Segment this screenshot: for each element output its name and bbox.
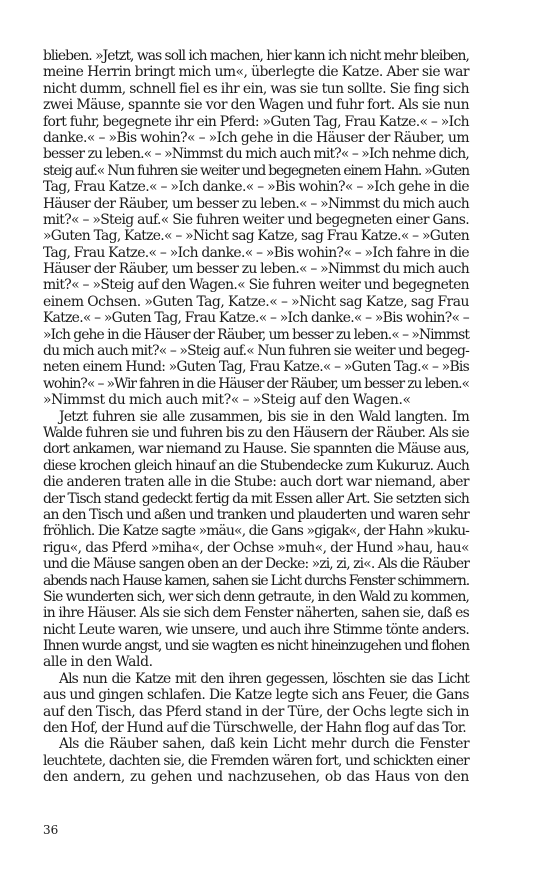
text-line: den andern, zu gehen und nachzusehen, ob das Haus von den xyxy=(43,769,469,786)
text-line: besser zu leben.« – »Nimmst du mich auch mit?« – »Ich nehme dich, xyxy=(43,146,469,163)
text-line: nicht dumm, schnell fiel es ihr ein, was sie tun sollte. Sie fing sich xyxy=(43,80,469,97)
text-line: Walde fuhren sie und fuhren bis zu den Häusern der Räuber. Als sie xyxy=(43,424,469,441)
text-line: leuchtete, dachten sie, die Fremden wären fort, und schickten einer xyxy=(43,752,469,769)
text-line: blieben. »Jetzt, was soll ich machen, hier kann ich nicht mehr bleiben, xyxy=(43,48,469,64)
text-line: fröhlich. Die Katze sagte »mäu«, die Gans »gigak«, der Hahn »kuku- xyxy=(43,523,469,540)
text-line: Als die Räuber sahen, daß kein Licht mehr durch die Fenster xyxy=(59,736,469,753)
text-line: »Nimmst du mich auch mit?« – »Steig auf den Wagen.« xyxy=(43,392,411,409)
text-line: mit?« – »Steig auf den Wagen.« Sie fuhren weiter und begegneten xyxy=(43,277,469,294)
text-line: nicht Leute waren, wie unsere, und auch ihre Stimme tönte anders. xyxy=(43,621,469,638)
text-line: die anderen traten alle in die Stube: auch dort war niemand, aber xyxy=(43,474,469,491)
page-number: 36 xyxy=(43,823,59,837)
text-line: und die Mäuse sangen oben an der Decke: »zi, zi, zi«. Als die Räuber xyxy=(43,556,469,573)
text-line: »Guten Tag, Katze.« – »Nicht sag Katze, sag Frau Katze.« – »Guten xyxy=(43,228,469,245)
text-line: der Tisch stand gedeckt fertig da mit Essen aller Art. Sie setzten sich xyxy=(43,490,469,507)
text-line: aus und gingen schlafen. Die Katze legte sich ans Feuer, die Gans xyxy=(43,687,469,704)
text-line: Häuser der Räuber, um besser zu leben.« – »Nimmst du mich auch xyxy=(43,195,469,212)
text-line: neten einem Hund: »Guten Tag, Frau Katze.« – »Guten Tag.« – »Bis xyxy=(43,359,469,376)
text-line: wohin?« – »Wir fahren in die Häuser der Räuber, um besser zu leben.« xyxy=(43,375,469,392)
text-line: fort fuhr, begegnete ihr ein Pferd: »Guten Tag, Frau Katze.« – »Ich xyxy=(43,113,469,130)
body-text xyxy=(43,48,469,786)
text-line: an den Tisch und aßen und tranken und plauderten und waren sehr xyxy=(43,506,469,523)
text-line: auf den Tisch, das Pferd stand in der Türe, der Ochs legte sich in xyxy=(43,703,469,720)
text-line: Tag, Frau Katze.« – »Ich danke.« – »Bis wohin?« – »Ich gehe in die xyxy=(43,179,469,196)
text-line: abends nach Hause kamen, sahen sie Licht durchs Fenster schimmern. xyxy=(43,572,469,589)
text-line: Tag, Frau Katze.« – »Ich danke.« – »Bis wohin?« – »Ich fahre in die xyxy=(43,244,469,261)
text-line: Katze.« – »Guten Tag, Frau Katze.« – »Ich danke.« – »Bis wohin?« – xyxy=(43,310,469,327)
text-line: dort ankamen, war niemand zu Hause. Sie spannten die Mäuse aus, xyxy=(43,441,469,458)
text-line: Häuser der Räuber, um besser zu leben.« – »Nimmst du mich auch xyxy=(43,261,469,278)
text-line: rigu«, das Pferd »miha«, der Ochse »muh«, der Hund »hau, hau« xyxy=(43,539,469,556)
text-line: zwei Mäuse, spannte sie vor den Wagen und fuhr fort. Als sie nun xyxy=(43,97,469,114)
text-line: einem Ochsen. »Guten Tag, Katze.« – »Nicht sag Katze, sag Frau xyxy=(43,293,469,310)
text-line: in ihre Häuser. Als sie sich dem Fenster näherten, sahen sie, daß es xyxy=(43,605,469,622)
text-line: mit?« – »Steig auf.« Sie fuhren weiter und begegneten einer Gans. xyxy=(43,211,469,228)
text-line: Sie wunderten sich, wer sich denn getraute, in den Wald zu kommen, xyxy=(43,588,469,605)
text-line: du mich auch mit?« – »Steig auf.« Nun fuhren sie weiter und begeg- xyxy=(43,343,469,360)
text-line: Ihnen wurde angst, und sie wagten es nicht hineinzugehen und flohen xyxy=(43,638,469,655)
text-line: diese krochen gleich hinauf an die Stubendecke zum Kukuruz. Auch xyxy=(43,457,469,474)
text-line: den Hof, der Hund auf die Türschwelle, der Hahn flog auf das Tor. xyxy=(43,720,467,737)
text-line: danke.« – »Bis wohin?« – »Ich gehe in die Häuser der Räuber, um xyxy=(43,129,469,146)
text-line: steig auf.« Nun fuhren sie weiter und begegneten einem Hahn. »Guten xyxy=(43,162,469,179)
text-line: »Ich gehe in die Häuser der Räuber, um besser zu leben.« – »Nimmst xyxy=(43,326,469,343)
text-line: Jetzt fuhren sie alle zusammen, bis sie in den Wald langten. Im xyxy=(59,408,469,425)
text-line: Als nun die Katze mit den ihren gegessen, löschten sie das Licht xyxy=(59,670,469,687)
text-line: meine Herrin bringt mich um«, überlegte die Katze. Aber sie war xyxy=(43,64,469,81)
text-line: alle in den Wald. xyxy=(43,654,153,671)
